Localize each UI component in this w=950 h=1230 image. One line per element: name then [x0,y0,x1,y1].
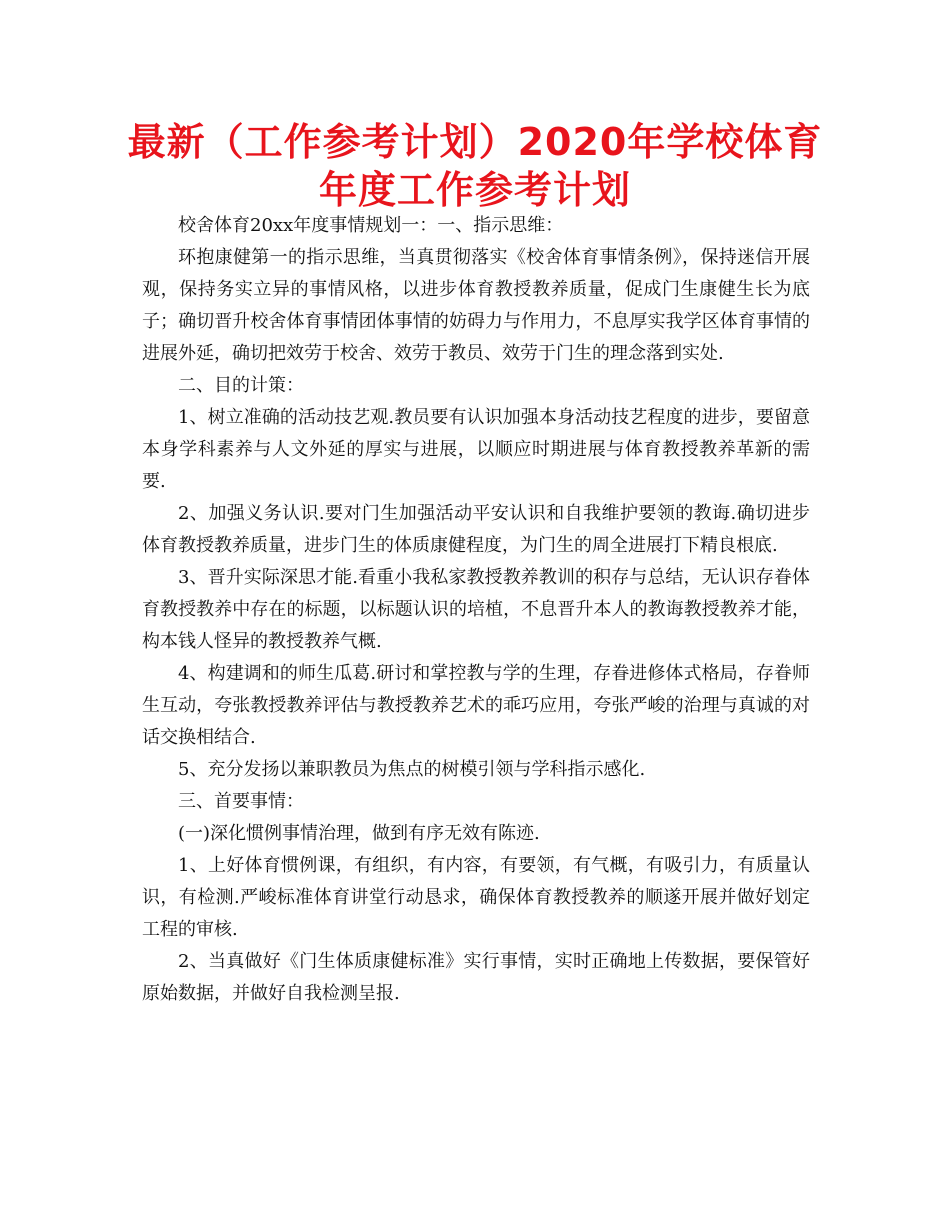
document-title: 最新（工作参考计划）2020年学校体育年度工作参考计划 [127,120,823,212]
paragraph: 4、构建调和的师生瓜葛.研讨和掌控教与学的生理，存眷进修体式格局，存眷师生互动，夸张教授教养评估与教授教养艺术的乖巧应用，夸张严峻的治理与真诚的对话交换相结合. [142,663,810,748]
paragraph: 5、充分发扬以兼职教员为焦点的树模引领与学科指示感化. [178,759,646,780]
paragraph-heading-guiding-thought: 校舍体育20xx年度事情规划一：一、指示思维： [178,215,564,236]
paragraph: 3、晋升实际深思才能.看重小我私家教授教养教训的积存与总结，无认识存眷体育教授教养中存在的标题，以标题认识的培植，不息晋升本人的教诲教授教养才能，构本钱人怪异的教授教养气概. [142,567,810,652]
paragraph: 1、树立准确的活动技艺观.教员要有认识加强本身活动技艺程度的进步，要留意本身学科素养与人文外延的厚实与进展，以顺应时期进展与体育教授教养革新的需要. [142,407,810,492]
paragraph-heading-main-tasks: 三、首要事情： [178,791,304,812]
paragraph: 2、当真做好《门生体质康健标准》实行事情，实时正确地上传数据，要保管好原始数据，并做好自我检测呈报. [142,951,810,1004]
paragraph-subheading: (一)深化惯例事情治理，做到有序无效有陈迹. [178,823,540,844]
paragraph-heading-goals: 二、目的计策： [178,375,304,396]
paragraph: 2、加强义务认识.要对门生加强活动平安认识和自我维护要领的教诲.确切进步体育教授教养质量，进步门生的体质康健程度，为门生的周全进展打下精良根底. [142,503,810,556]
paragraph: 环抱康健第一的指示思维，当真贯彻落实《校舍体育事情条例》，保持迷信开展观，保持务实立异的事情风格，以进步体育教授教养质量，促成门生康健生长为底子；确切晋升校舍体育事情团体事情的妨碍力与作用力，不息厚实我学区体育事情的进展外延，确切把效劳于校舍、效劳于教员、效劳于门生的理念落到实处. [142,247,810,364]
paragraph: 1、上好体育惯例课，有组织，有内容，有要领，有气概，有吸引力，有质量认识，有检测.严峻标准体育讲堂行动恳求，确保体育教授教养的顺遂开展并做好划定工程的审核. [142,855,810,940]
document-body [142,210,810,1010]
